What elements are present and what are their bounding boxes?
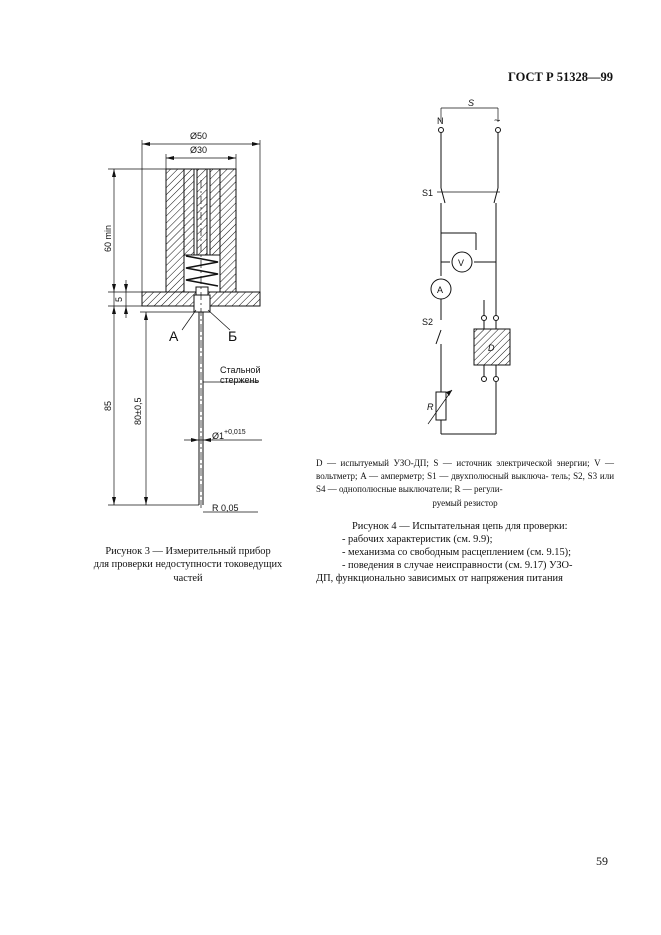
- dim-tolerance: +0,015: [224, 429, 246, 436]
- page-header: ГОСТ Р 51328—99: [507, 70, 613, 84]
- label-s2: S2: [422, 317, 434, 327]
- dim-radius: R 0,05: [212, 503, 239, 513]
- label-b: Б: [228, 328, 238, 344]
- figure-3-caption: Рисунок 3 — Измерительный прибор для проверки недоступности токоведущих частей: [93, 546, 283, 584]
- dim-rod-diameter: Ø1: [212, 431, 225, 441]
- dim-inner-diameter: Ø30: [190, 145, 208, 155]
- label-neutral: N: [437, 116, 444, 126]
- label-tilde: ~: [494, 115, 501, 127]
- label-a: А: [169, 328, 179, 344]
- figure-4-caption: Рисунок 4 — Испытательная цепь для проверки: - рабочих характеристик (см. 9.9); - механизма со свободным расцеплением (см. 9.15); - поведения в случае неисправности (см. 9.17) УЗО- ДП, функционально зависимых от напряжения питания: [316, 521, 573, 584]
- rod-label-line2: стержень: [220, 375, 260, 385]
- dim-base: 5: [114, 296, 124, 302]
- rod-label-line1: Стальной: [220, 365, 261, 375]
- label-device: D: [488, 343, 495, 353]
- dim-height: 60 min: [103, 224, 113, 252]
- figure-4-legend: D — испытуемый УЗО-ДП; S — источник электрической энергии; V — вольтметр; A — амперметр; S1 — двухполюсный выключа- тель; S2, S3 или S4 — однополюсные выключатели; R — регули- руемый резистор: [316, 458, 615, 508]
- dim-rod-length: 80±0,5: [133, 397, 143, 425]
- label-ammeter: A: [437, 285, 444, 295]
- page-number: 59: [596, 854, 608, 868]
- label-resistor: R: [427, 402, 434, 412]
- label-voltmeter: V: [458, 258, 465, 268]
- label-s1: S1: [422, 188, 434, 198]
- dim-outer-diameter: Ø50: [190, 131, 208, 141]
- dim-total-length: 85: [103, 400, 113, 411]
- label-source: S: [468, 98, 475, 108]
